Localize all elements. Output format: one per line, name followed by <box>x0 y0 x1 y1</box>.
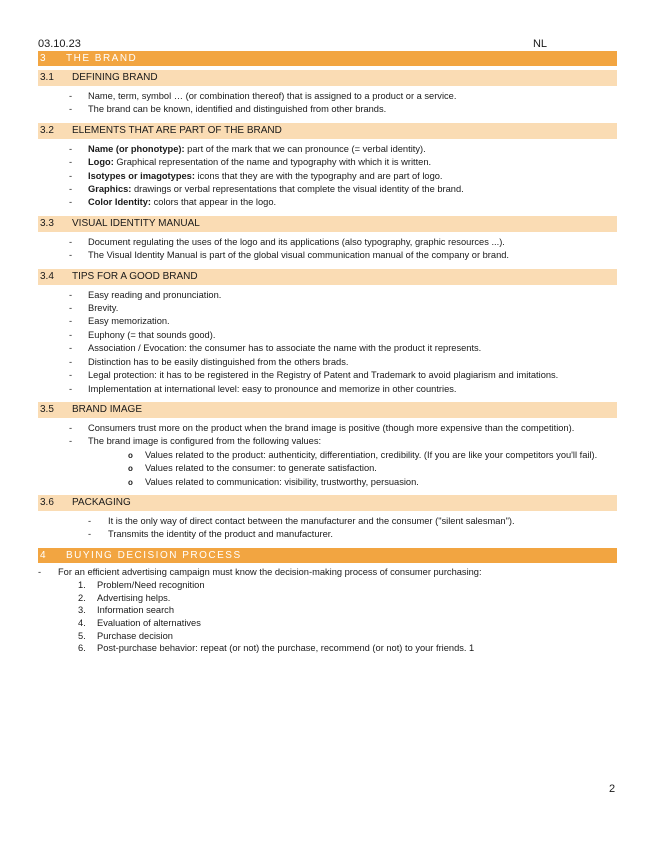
numbered-item <box>38 617 615 630</box>
section-heading-3 <box>38 51 617 66</box>
bullet-list <box>38 90 617 117</box>
item-text: Post-purchase behavior: repeat (or not) the purchase, recommend (or not) to your friends. 1 <box>97 643 475 654</box>
numbered-item <box>38 642 615 655</box>
list-item: - Easy reading and pronunciation. <box>38 289 617 302</box>
item-number: 1. <box>78 580 86 591</box>
numbered-item <box>38 604 615 617</box>
list-item: - Easy memorization. <box>38 315 617 328</box>
subsection-title: VISUAL IDENTITY MANUAL <box>72 217 200 229</box>
numbered-list <box>38 579 615 655</box>
term: Color Identity: <box>88 197 152 208</box>
bullet-list <box>38 143 617 210</box>
document-page <box>38 38 617 661</box>
subsection-heading-3-3 <box>38 216 617 232</box>
item-number: 4. <box>78 617 86 628</box>
definition: drawings or verbal representations that complete the visual identity of the brand. <box>131 184 464 195</box>
list-item <box>38 196 617 209</box>
list-item <box>38 170 617 183</box>
item-text: Evaluation of alternatives <box>97 617 201 628</box>
list-item <box>38 183 617 196</box>
item-number: 6. <box>78 643 86 654</box>
list-item: - Distinction has to be easily distinguished from the others brads. <box>38 356 617 369</box>
list-item: - Brevity. <box>38 302 617 315</box>
subsection-title: BRAND IMAGE <box>72 403 143 415</box>
list-item: - Euphony (= that sounds good). <box>38 329 617 342</box>
list-item: - It is the only way of direct contact between the manufacturer and the consumer ("silent salesman"). <box>38 515 617 528</box>
page-number: 2 <box>609 783 616 795</box>
numbered-item <box>38 630 615 643</box>
item-text: Problem/Need recognition <box>97 580 205 591</box>
list-item: - The Visual Identity Manual is part of the global visual communication manual of the company or brand. <box>38 249 617 262</box>
list-item: - Consumers trust more on the product when the brand image is positive (though more expensive than the competition). <box>38 422 617 435</box>
bullet-list <box>38 422 617 489</box>
sub-list-item: o Values related to communication: visibility, trustworthy, persuasion. <box>88 476 615 489</box>
term: Logo: <box>88 157 114 168</box>
subsection-heading-3-1 <box>38 70 617 86</box>
subsection-heading-3-2 <box>38 123 617 139</box>
subsection-heading-3-5 <box>38 402 617 418</box>
list-item <box>38 143 617 156</box>
bullet-list <box>38 236 617 263</box>
header-initials: NL <box>532 38 547 50</box>
item-text: Advertising helps. <box>97 592 171 603</box>
section-title: BUYING DECISION PROCESS <box>66 549 242 561</box>
section-number: 4 <box>40 549 48 561</box>
definition: icons that they are with the typography and are part of logo. <box>194 170 443 181</box>
term: Name (or phonotype): <box>88 143 185 154</box>
term: Isotypes or imagotypes: <box>88 170 195 181</box>
list-item <box>38 566 617 655</box>
bullet-list <box>38 289 617 396</box>
page-header <box>38 38 617 51</box>
list-item-text: The brand image is configured from the following values: <box>88 436 322 447</box>
item-text: Purchase decision <box>97 630 173 641</box>
subsection-number: 3.5 <box>40 403 54 415</box>
list-item: - Association / Evocation: the consumer has to associate the name with the product it represents. <box>38 342 617 355</box>
item-number: 2. <box>78 592 86 603</box>
header-date: 03.10.23 <box>38 38 81 50</box>
subsection-number: 3.3 <box>40 217 54 229</box>
item-number: 3. <box>78 605 86 616</box>
subsection-number: 3.6 <box>40 496 54 508</box>
sub-bullet-list <box>88 449 615 489</box>
definition: part of the mark that we can pronounce (= verbal identity). <box>184 143 426 154</box>
subsection-heading-3-6 <box>38 495 617 511</box>
numbered-item <box>38 592 615 605</box>
definition: Graphical representation of the name and typography with which it is written. <box>113 157 432 168</box>
numbered-item <box>38 579 615 592</box>
bullet-list <box>38 515 617 542</box>
definition: colors that appear in the logo. <box>151 197 277 208</box>
section-heading-4 <box>38 548 617 563</box>
list-item: - Document regulating the uses of the logo and its applications (also typography, graphic resources ...). <box>38 236 617 249</box>
list-item: - Legal protection: it has to be registered in the Registry of Patent and Trademark to avoid plagiarism and imitations. <box>38 369 617 382</box>
bullet-list <box>38 566 617 655</box>
subsection-title: TIPS FOR A GOOD BRAND <box>72 270 198 282</box>
term: Graphics: <box>88 184 132 195</box>
list-item <box>38 435 617 489</box>
list-item: - Implementation at international level: easy to pronounce and memorize in other countries. <box>38 383 617 396</box>
list-item: - Transmits the identity of the product and manufacturer. <box>38 528 617 541</box>
subsection-number: 3.4 <box>40 270 54 282</box>
subsection-title: PACKAGING <box>72 496 131 508</box>
subsection-heading-3-4 <box>38 269 617 285</box>
section-title: THE BRAND <box>66 53 138 64</box>
subsection-title: ELEMENTS THAT ARE PART OF THE BRAND <box>72 124 282 136</box>
list-item: - Name, term, symbol … (or combination thereof) that is assigned to a product or a service. <box>38 90 617 103</box>
subsection-number: 3.2 <box>40 124 54 136</box>
list-item-text: For an efficient advertising campaign must know the decision-making process of consumer purchasing: <box>58 566 482 577</box>
list-item: - The brand can be known, identified and distinguished from other brands. <box>38 103 617 116</box>
item-text: Information search <box>97 605 174 616</box>
sub-list-item: o Values related to the consumer: to generate satisfaction. <box>88 462 615 475</box>
sub-list-item: o Values related to the product: authenticity, differentiation, credibility. (If you are like your competitors you'll fail). <box>88 449 615 462</box>
list-item <box>38 156 617 169</box>
section-number: 3 <box>40 53 48 64</box>
item-number: 5. <box>78 630 86 641</box>
subsection-title: DEFINING BRAND <box>72 72 158 83</box>
subsection-number: 3.1 <box>40 72 54 83</box>
